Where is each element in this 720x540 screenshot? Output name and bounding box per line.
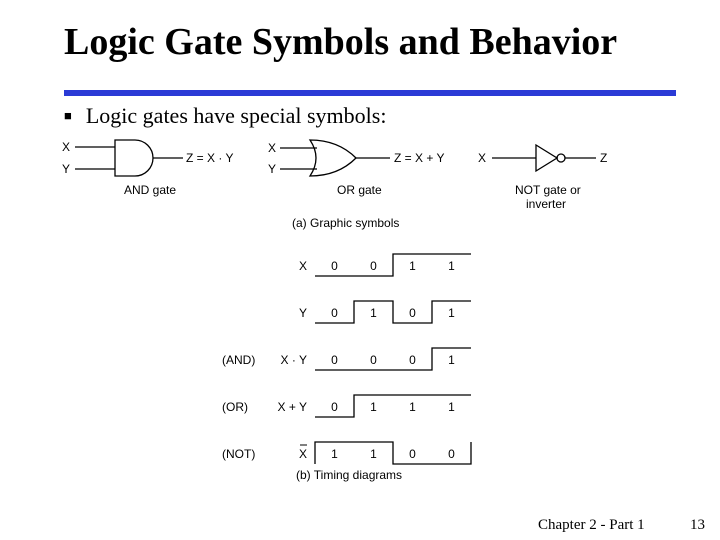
timing-value: 1 xyxy=(409,259,416,273)
timing-value: 1 xyxy=(370,306,377,320)
or-label: OR gate xyxy=(337,183,382,197)
timing-value: 1 xyxy=(370,400,377,414)
timing-signal-label: Y xyxy=(298,306,307,320)
timing-value: 1 xyxy=(448,400,455,414)
and-input-y: Y xyxy=(62,162,71,176)
timing-value: 0 xyxy=(370,353,377,367)
or-gate-icon xyxy=(310,140,356,176)
timing-signal-label: X · Y xyxy=(280,353,307,367)
graphic-symbols-caption: (a) Graphic symbols xyxy=(292,216,400,230)
bullet-square-icon: ■ xyxy=(64,108,72,123)
footer-page-number: 13 xyxy=(690,517,705,533)
timing-value: 0 xyxy=(448,447,455,461)
timing-row-name: (NOT) xyxy=(222,447,256,461)
not-gate-icon xyxy=(536,145,557,171)
timing-value: 1 xyxy=(448,306,455,320)
timing-row xyxy=(299,254,471,276)
or-gate xyxy=(280,140,390,176)
timing-value: 0 xyxy=(409,353,416,367)
timing-value: 0 xyxy=(331,306,338,320)
not-gate xyxy=(492,145,596,171)
not-input: X xyxy=(478,151,487,165)
timing-value: 0 xyxy=(331,400,338,414)
timing-value: 1 xyxy=(448,259,455,273)
timing-value: 0 xyxy=(409,306,416,320)
and-gate xyxy=(75,140,183,176)
not-label-line2: inverter xyxy=(526,197,567,211)
timing-value: 0 xyxy=(331,353,338,367)
timing-row xyxy=(222,395,471,417)
timing-row xyxy=(222,442,471,464)
and-label: AND gate xyxy=(124,183,177,197)
timing-row xyxy=(299,301,471,323)
footer-chapter: Chapter 2 - Part 1 xyxy=(538,517,645,533)
timing-signal-label: X xyxy=(298,259,307,273)
or-input-x: X xyxy=(268,141,277,155)
or-output: Z = X + Y xyxy=(394,151,445,165)
timing-signal-label: X xyxy=(298,447,307,461)
and-output: Z = X · Y xyxy=(186,151,234,165)
timing-value: 1 xyxy=(370,447,377,461)
timing-row xyxy=(222,348,471,370)
and-input-x: X xyxy=(62,140,71,154)
and-gate-icon xyxy=(115,140,153,176)
timing-value: 1 xyxy=(331,447,338,461)
not-output: Z xyxy=(600,151,608,165)
or-input-y: Y xyxy=(268,162,277,176)
timing-row-name: (OR) xyxy=(222,400,248,414)
timing-diagram xyxy=(222,254,471,464)
timing-row-name: (AND) xyxy=(222,353,256,367)
slide-title: Logic Gate Symbols and Behavior xyxy=(64,21,618,63)
timing-value: 1 xyxy=(409,400,416,414)
timing-value: 0 xyxy=(331,259,338,273)
bullet-text: Logic gates have special symbols: xyxy=(85,103,387,128)
timing-value: 0 xyxy=(409,447,416,461)
not-label-line1: NOT gate or xyxy=(515,183,581,197)
timing-value: 0 xyxy=(370,259,377,273)
timing-value: 1 xyxy=(448,353,455,367)
timing-signal-label: X + Y xyxy=(277,400,307,414)
timing-caption: (b) Timing diagrams xyxy=(296,468,403,482)
